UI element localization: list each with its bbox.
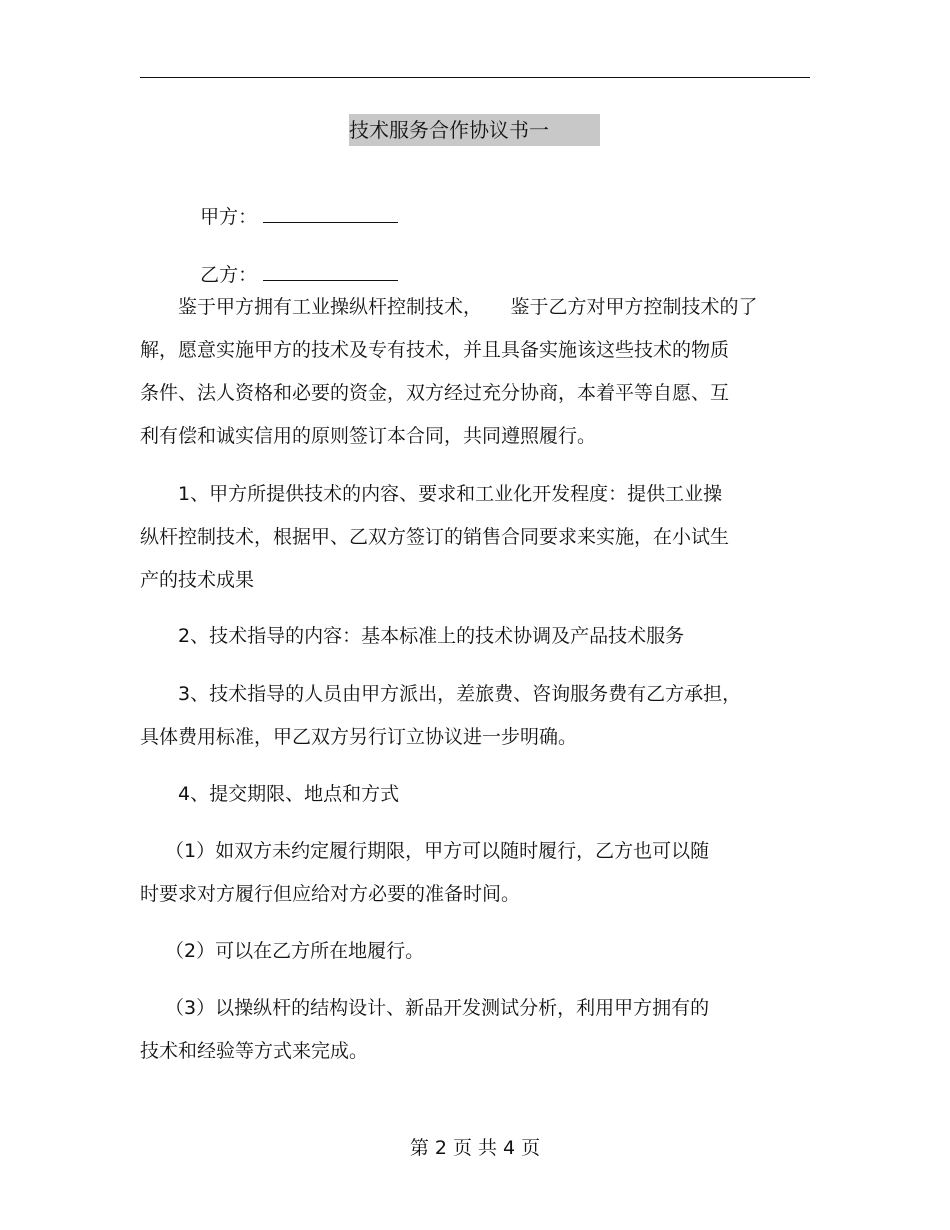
page-number: 第 2 页 共 4 页 xyxy=(409,1137,541,1159)
clause-1-line: 1、甲方所提供技术的内容、要求和工业化开发程度：提供工业操 xyxy=(140,483,723,505)
clause-1-line: 纵杆控制技术，根据甲、乙双方签订的销售合同要求来实施，在小试生 xyxy=(140,526,730,548)
item-2: （2）可以在乙方所在地履行。 xyxy=(140,940,425,962)
header-rule xyxy=(140,77,810,78)
party-a-label: 甲方： xyxy=(200,206,258,228)
item-1-line: （1）如双方未约定履行期限，甲方可以随时履行，乙方也可以随 xyxy=(140,840,710,862)
clause-1-line: 产的技术成果 xyxy=(140,569,255,591)
party-b-label: 乙方： xyxy=(200,264,258,286)
item-1-line: 时要求对方履行但应给对方必要的准备时间。 xyxy=(140,883,521,905)
clause-3-line: 3、技术指导的人员由甲方派出，差旅费、咨询服务费有乙方承担， xyxy=(140,683,742,705)
preamble-line: 条件、法人资格和必要的资金，双方经过充分协商，本着平等自愿、互 xyxy=(140,382,730,404)
item-3-line: （3）以操纵杆的结构设计、新品开发测试分析，利用甲方拥有的 xyxy=(140,997,710,1019)
item-3-line: 技术和经验等方式来完成。 xyxy=(140,1040,369,1062)
clause-2: 2、技术指导的内容：基本标准上的技术协调及产品技术服务 xyxy=(140,625,685,647)
party-b-line xyxy=(140,238,820,287)
preamble-line: 利有偿和诚实信用的原则签订本合同，共同遵照履行。 xyxy=(140,425,597,447)
document-title: 技术服务合作协议书一 xyxy=(349,114,600,146)
clause-3-line: 具体费用标准，甲乙双方另行订立协议进一步明确。 xyxy=(140,726,578,748)
clause-4: 4、提交期限、地点和方式 xyxy=(140,783,400,805)
party-a-line xyxy=(140,180,820,229)
party-b-blank xyxy=(263,262,398,281)
preamble-line: 解，愿意实施甲方的技术及专有技术，并且具备实施该这些技术的物质 xyxy=(140,339,730,361)
party-a-blank xyxy=(263,204,398,223)
preamble-line: 鉴于甲方拥有工业操纵杆控制技术， 鉴于乙方对甲方控制技术的了 xyxy=(140,296,758,318)
